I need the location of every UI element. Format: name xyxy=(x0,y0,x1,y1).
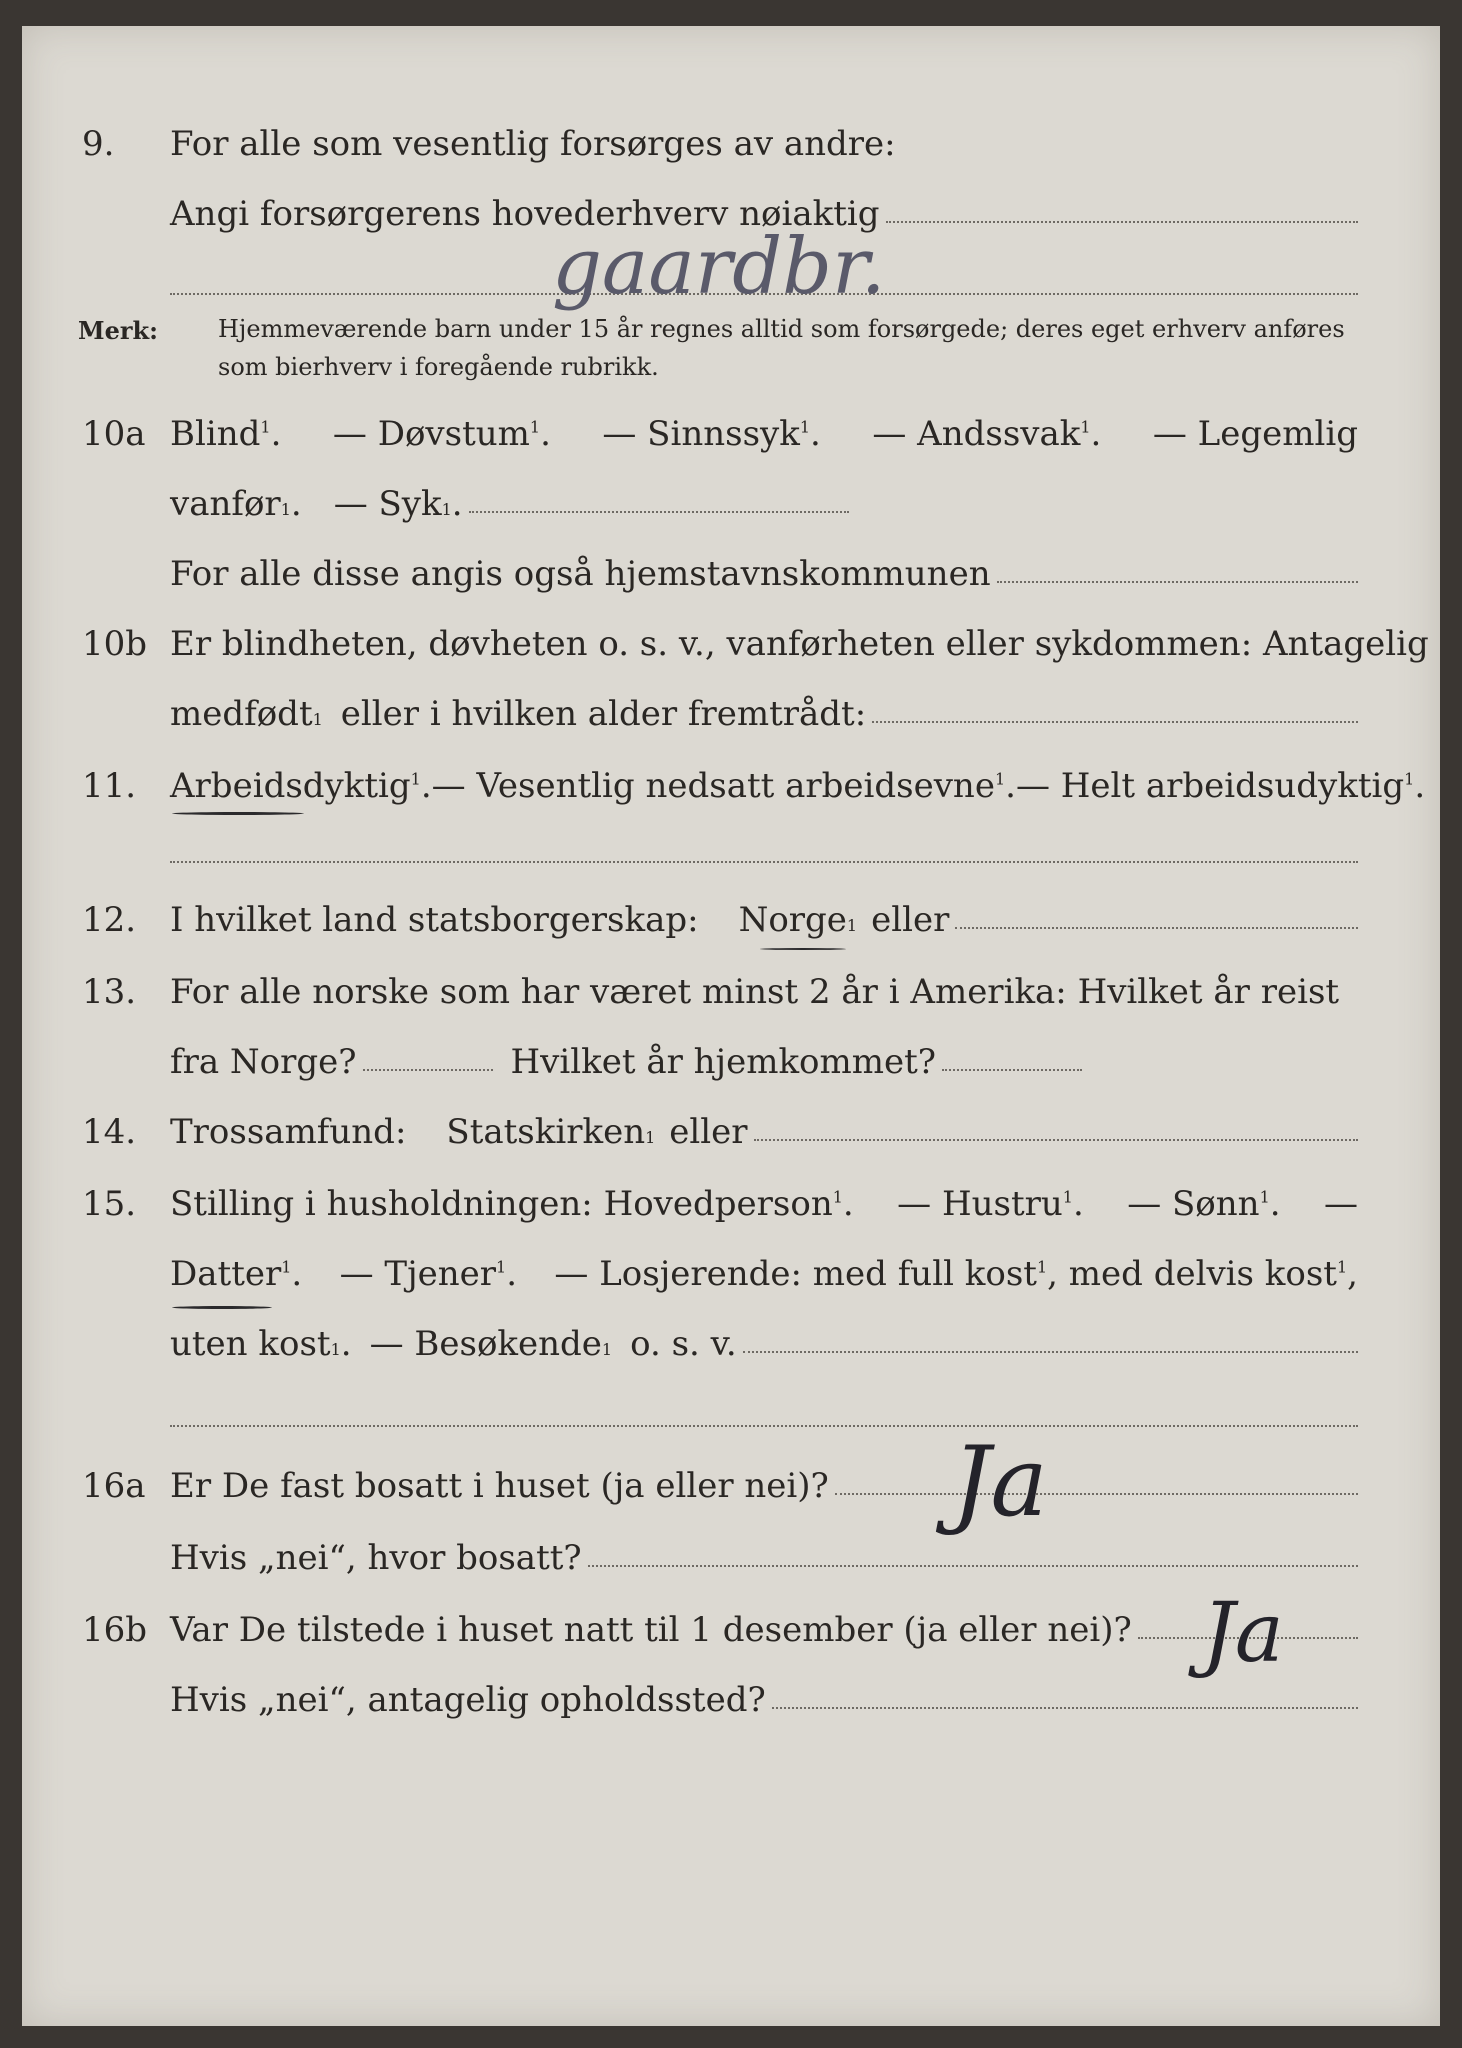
census-form-page xyxy=(22,26,1440,2026)
option-hustru[interactable]: — Hustru xyxy=(897,1184,1063,1224)
option-full-kost[interactable]: — Losjerende: med full kost xyxy=(554,1254,1037,1294)
q10a-text2: vanfør 1 . — Syk 1 . xyxy=(170,484,1358,524)
q13-question: For alle norske som har været minst 2 år i Amerika: Hvilket år reist xyxy=(170,972,1340,1012)
underline-arbeidsdyktig xyxy=(172,812,304,815)
q10a-line2 xyxy=(22,484,1440,544)
q9-question: For alle som vesentlig forsørges av andre: xyxy=(170,124,896,164)
q14-fill[interactable] xyxy=(754,1113,1358,1141)
q15-text2 xyxy=(170,1254,1358,1294)
q15-l1c xyxy=(1127,1184,1280,1224)
option-vanfor[interactable]: vanfør xyxy=(170,484,281,524)
period: . xyxy=(451,484,463,524)
q9-handwritten-answer: gaardbr. xyxy=(552,222,886,312)
q11-b xyxy=(432,766,1016,806)
q13-reist-fill[interactable] xyxy=(363,1043,493,1071)
footnote-mark: 1 xyxy=(281,1257,292,1277)
q10a-text3 xyxy=(170,554,1358,594)
q15-dash: — xyxy=(1324,1184,1358,1224)
q12-question: I hvilket land statsborgerskap: xyxy=(170,900,699,940)
q12-eller: eller xyxy=(871,900,950,940)
option-syk[interactable]: — Syk xyxy=(333,484,442,524)
q13-hjemkommet-fill[interactable] xyxy=(942,1043,1082,1071)
period: . xyxy=(506,1254,518,1294)
q16b-handwritten-answer: Ja xyxy=(1202,1586,1284,1681)
q10a-hjemstavn-fill[interactable] xyxy=(997,555,1358,583)
period: . xyxy=(270,414,282,454)
footnote-mark: 1 xyxy=(260,417,271,437)
period: . xyxy=(540,414,551,454)
q15-l1b xyxy=(897,1184,1084,1224)
q14-text: Trossamfund: Statskirken 1 eller xyxy=(170,1112,1358,1152)
period: . xyxy=(810,414,821,454)
option-statskirken[interactable]: Statskirken xyxy=(446,1112,646,1152)
footnote-mark: 1 xyxy=(1404,769,1415,789)
footnote-mark: 1 xyxy=(994,769,1006,789)
q15-number: 15. xyxy=(82,1184,137,1224)
q10a-andssvak xyxy=(872,414,1101,454)
q11-c xyxy=(1016,766,1425,806)
q16a-question: Er De fast bosatt i huset (ja eller nei)? xyxy=(170,1466,829,1506)
option-besokende[interactable]: — Besøkende xyxy=(369,1324,602,1364)
footnote-mark: 1 xyxy=(1259,1187,1270,1207)
q16a-handwritten-answer: Ja xyxy=(952,1426,1048,1538)
footnote-mark: 1 xyxy=(1080,417,1091,437)
option-udyktig[interactable]: — Helt arbeidsudyktig xyxy=(1015,766,1405,806)
period: . xyxy=(340,1324,352,1364)
q10a-line1 xyxy=(22,414,1440,474)
q10b-number: 10b xyxy=(82,624,148,664)
option-sonn[interactable]: — Sønn xyxy=(1127,1184,1260,1224)
q10a-dovstum xyxy=(333,414,551,454)
q11-blank-line[interactable] xyxy=(170,860,1358,863)
q10a-hjemstavn: For alle disse angis også hjemstavnskommunen xyxy=(170,554,991,594)
option-tjener[interactable]: — Tjener xyxy=(339,1254,497,1294)
period: . xyxy=(842,1184,854,1224)
footnote-mark: 1 xyxy=(799,417,811,437)
period: . xyxy=(291,1254,303,1294)
footnote-mark: 1 xyxy=(1336,1257,1348,1277)
q11-number: 11. xyxy=(82,766,137,806)
q16a-fill[interactable] xyxy=(835,1467,1358,1495)
q11-a xyxy=(170,766,432,806)
q10a-options xyxy=(170,414,1358,454)
q16a-text2 xyxy=(170,1538,1358,1578)
footnote-mark: 1 xyxy=(1036,1257,1048,1277)
q16a-line1 xyxy=(22,1466,1440,1526)
q15-line2 xyxy=(22,1254,1440,1314)
q10b-question: Er blindheten, døvheten o. s. v., vanførheten eller sykdommen: Antagelig xyxy=(170,624,1429,664)
period: . xyxy=(1090,414,1102,454)
q10a-sinnssyk xyxy=(602,414,820,454)
q10b-line2 xyxy=(22,694,1440,754)
q9-line1 xyxy=(22,124,1440,184)
q16a-hvor-fill[interactable] xyxy=(588,1539,1358,1567)
q16b-text1 xyxy=(170,1610,1358,1650)
q12-number: 12. xyxy=(82,900,137,940)
footnote-mark: 1 xyxy=(832,1187,843,1207)
q14-line xyxy=(22,1112,1440,1172)
q14-eller: eller xyxy=(669,1112,748,1152)
q12-text: I hvilket land statsborgerskap: Norge 1 eller xyxy=(170,900,1358,940)
period: . xyxy=(1072,1184,1084,1224)
footnote-mark: 1 xyxy=(529,417,541,437)
footnote-mark: 1 xyxy=(1062,1187,1073,1207)
q16a-hvor: Hvis „nei“, hvor bosatt? xyxy=(170,1538,582,1578)
q16b-fill2[interactable] xyxy=(772,1681,1358,1709)
underline-norge xyxy=(760,948,846,950)
q9-subquestion: Angi forsørgerens hovederhverv nøiaktig xyxy=(170,194,880,234)
q15-fill[interactable] xyxy=(743,1325,1358,1353)
merk-label: Merk: xyxy=(78,316,158,345)
q10b-line1 xyxy=(22,624,1440,684)
option-medfodt[interactable]: medfødt xyxy=(170,694,313,734)
q15-line3 xyxy=(22,1324,1440,1384)
option-norge[interactable]: Norge xyxy=(738,900,847,940)
period: . xyxy=(1269,1184,1281,1224)
option-hovedperson[interactable]: Stilling i husholdningen: Hovedperson xyxy=(170,1184,833,1224)
q15-l2b xyxy=(340,1254,517,1294)
underline-datter xyxy=(172,1306,272,1309)
q15-text3: uten kost 1 . — Besøkende 1 o. s. v. xyxy=(170,1324,1358,1364)
q13-line1 xyxy=(22,972,1440,1032)
merk-text: Hjemmeværende barn under 15 år regnes alltid som forsørgede; deres eget erhverv anføres som bierhverv i foregående rubrikk. xyxy=(218,315,1345,381)
option-legemlig[interactable]: — Legemlig xyxy=(1152,414,1358,454)
q16b-opholdssted: Hvis „nei“, antagelig opholdssted? xyxy=(170,1680,766,1720)
q15-blank-line[interactable] xyxy=(170,1424,1358,1427)
q9-fill-line[interactable] xyxy=(886,195,1358,223)
q15-l1a xyxy=(170,1184,854,1224)
q10a-syk-fill[interactable] xyxy=(469,485,849,513)
q15-l2c xyxy=(554,1254,1358,1294)
q16a-number: 16a xyxy=(82,1466,146,1506)
q13-number: 13. xyxy=(82,972,137,1012)
q13-line2 xyxy=(22,1042,1440,1102)
q9-text1 xyxy=(170,124,1358,164)
q13-reist: fra Norge? xyxy=(170,1042,357,1082)
period: . xyxy=(290,484,302,524)
q14-number: 14. xyxy=(82,1112,137,1152)
period: . xyxy=(1414,766,1426,806)
q13-text2 xyxy=(170,1042,1358,1082)
q11-options xyxy=(170,766,1426,806)
q15-text1 xyxy=(170,1184,1358,1224)
q16b-line2 xyxy=(22,1680,1440,1740)
q16b-text2 xyxy=(170,1680,1358,1720)
q12-line xyxy=(22,900,1440,960)
q10a-blind xyxy=(170,414,281,454)
option-nedsatt[interactable]: — Vesentlig nedsatt arbeidsevne xyxy=(431,766,995,806)
option-delvis-kost[interactable]: , med delvis kost xyxy=(1047,1254,1337,1294)
option-blind[interactable]: Blind xyxy=(170,414,261,454)
period: . xyxy=(1005,766,1016,806)
option-dovstum[interactable]: — Døvstum xyxy=(332,414,530,454)
q12-fill[interactable] xyxy=(955,901,1358,929)
footnote-mark: 1 xyxy=(496,1257,507,1277)
q13-hjemkommet: Hvilket år hjemkommet? xyxy=(510,1042,937,1082)
q15-l2a xyxy=(170,1254,302,1294)
q14-question: Trossamfund: xyxy=(170,1112,407,1152)
comma: , xyxy=(1347,1254,1358,1294)
q10a-number: 10a xyxy=(82,414,146,454)
q10a-line3 xyxy=(22,554,1440,614)
option-datter[interactable]: Datter xyxy=(170,1254,282,1294)
option-sinnssyk[interactable]: — Sinnssyk xyxy=(602,414,800,454)
q16b-number: 16b xyxy=(82,1610,148,1650)
period: . xyxy=(420,766,432,806)
q11-line xyxy=(22,766,1440,826)
q10b-fill[interactable] xyxy=(872,695,1358,723)
q15-line1 xyxy=(22,1184,1440,1244)
q16b-question: Var De tilstede i huset natt til 1 desember (ja eller nei)? xyxy=(170,1610,1132,1650)
option-uten-kost[interactable]: uten kost xyxy=(170,1324,331,1364)
option-andssvak[interactable]: — Andssvak xyxy=(872,414,1081,454)
q13-text1 xyxy=(170,972,1358,1012)
q10b-text1 xyxy=(170,624,1429,664)
q16a-text1 xyxy=(170,1466,1358,1506)
q10b-alder: eller i hvilken alder fremtrådt: xyxy=(340,694,867,734)
q15-osv: o. s. v. xyxy=(630,1324,737,1364)
footnote-mark: 1 xyxy=(410,769,421,789)
q9-number: 9. xyxy=(82,124,115,164)
q10b-text2: medfødt 1 eller i hvilken alder fremtrådt: xyxy=(170,694,1358,734)
option-arbeidsdyktig[interactable]: Arbeidsdyktig xyxy=(170,766,411,806)
